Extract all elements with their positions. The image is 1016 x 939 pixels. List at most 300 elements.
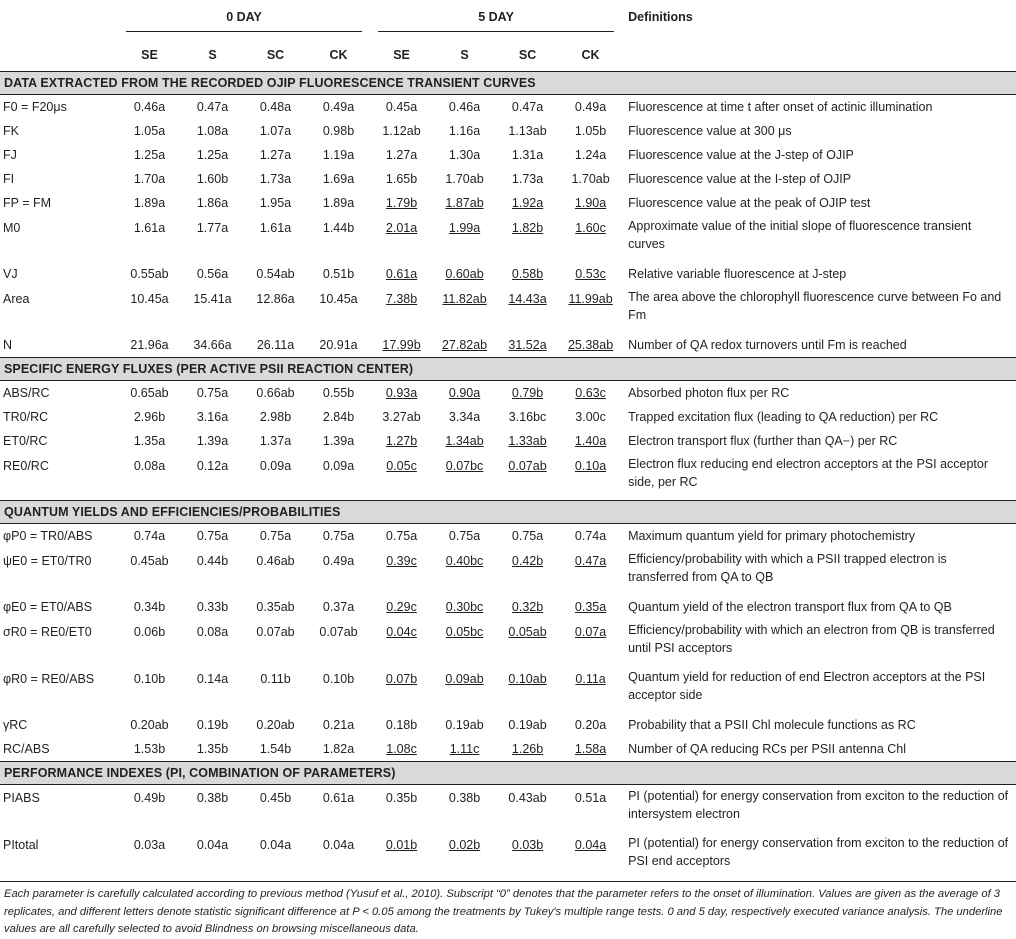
value-cell <box>244 381 307 406</box>
value-cell <box>559 524 622 549</box>
value: 0.49a <box>574 100 607 114</box>
value-cell <box>307 405 370 429</box>
value: 1.25a <box>133 148 166 162</box>
value: 3.00c <box>575 410 606 424</box>
value-cell <box>118 191 181 215</box>
value: 0.65ab <box>130 386 169 400</box>
value-cell <box>370 666 433 713</box>
value-cell <box>370 713 433 737</box>
value-cell <box>496 143 559 167</box>
value-cell <box>244 713 307 737</box>
value-cell <box>496 215 559 262</box>
definition-text: Efficiency/probability with which an electron from QB is transferred until PSI acceptors <box>628 623 995 655</box>
value-cell <box>118 262 181 286</box>
underlined-value: 0.61a <box>385 267 418 281</box>
value: 10.45a <box>319 292 358 306</box>
underlined-value: 1.26b <box>511 742 544 756</box>
value-cell <box>496 191 559 215</box>
treatment-header: SC <box>518 47 537 62</box>
value-cell <box>244 429 307 453</box>
value: 1.70ab <box>445 172 484 186</box>
value-cell <box>433 381 496 406</box>
parameter-name: VJ <box>3 267 18 281</box>
table-row <box>0 381 1016 406</box>
value-cell <box>559 429 622 453</box>
value-cell <box>496 619 559 666</box>
underlined-value: 0.58b <box>511 267 544 281</box>
value: 0.18b <box>385 718 418 732</box>
value-cell <box>181 262 244 286</box>
value-cell <box>181 832 244 879</box>
underlined-value: 11.99ab <box>568 292 613 306</box>
underlined-value: 0.47a <box>574 554 607 568</box>
value-cell <box>559 262 622 286</box>
underlined-value: 1.60c <box>575 221 606 235</box>
underlined-value: 0.39c <box>386 554 417 568</box>
value-cell <box>307 548 370 595</box>
value-cell <box>118 619 181 666</box>
value: 0.21a <box>322 718 355 732</box>
parameter-name: PIABS <box>3 791 40 805</box>
value: 1.16a <box>448 124 481 138</box>
value-cell <box>370 119 433 143</box>
underlined-value: 1.99a <box>448 221 481 235</box>
value: 0.75a <box>511 529 544 543</box>
parameter-name: PItotal <box>3 838 39 852</box>
value-cell <box>118 119 181 143</box>
value-cell <box>307 737 370 762</box>
value-cell <box>559 381 622 406</box>
value: 1.73a <box>259 172 292 186</box>
table-row <box>0 286 1016 333</box>
value: 0.46ab <box>256 554 295 568</box>
value: 0.45a <box>385 100 418 114</box>
value-cell <box>118 429 181 453</box>
value-cell <box>181 381 244 406</box>
table-row <box>0 548 1016 595</box>
table-row <box>0 262 1016 286</box>
treatment-header: SE <box>393 47 410 62</box>
underlined-value: 0.63c <box>575 386 606 400</box>
table-row <box>0 333 1016 358</box>
value-cell <box>496 167 559 191</box>
parameter-name: ψE0 = ET0/TR0 <box>3 554 92 568</box>
value: 0.10b <box>322 672 355 686</box>
value: 0.48a <box>259 100 292 114</box>
value-cell <box>496 286 559 333</box>
value-cell <box>370 405 433 429</box>
value-cell <box>496 595 559 619</box>
underlined-value: 14.43a <box>508 292 547 306</box>
underlined-value: 0.04a <box>574 838 607 852</box>
value-cell <box>307 143 370 167</box>
value-cell <box>559 167 622 191</box>
underlined-value: 7.38b <box>385 292 418 306</box>
definition-text: Fluorescence value at the I-step of OJIP <box>628 172 852 186</box>
underlined-value: 1.34ab <box>445 434 484 448</box>
value-cell <box>496 405 559 429</box>
definition-text: Trapped excitation flux (leading to QA reduction) per RC <box>628 410 939 424</box>
value-cell <box>559 832 622 879</box>
value-cell <box>559 95 622 120</box>
value-cell <box>244 619 307 666</box>
underlined-value: 0.05ab <box>508 625 547 639</box>
definition-text: PI (potential) for energy conservation from exciton to the reduction of intersystem electron <box>628 789 1009 821</box>
value-cell <box>244 548 307 595</box>
value-cell <box>370 262 433 286</box>
value-cell <box>496 737 559 762</box>
value: 0.38b <box>196 791 229 805</box>
value: 0.56a <box>196 267 229 281</box>
definition-text: Probability that a PSII Chl molecule functions as RC <box>628 718 916 732</box>
parameter-name: RC/ABS <box>3 742 50 756</box>
value-cell <box>496 713 559 737</box>
value-cell <box>496 333 559 358</box>
value-cell <box>433 453 496 501</box>
value-cell <box>433 713 496 737</box>
value-cell <box>118 286 181 333</box>
value-cell <box>433 619 496 666</box>
value: 0.33b <box>196 600 229 614</box>
underlined-value: 17.99b <box>382 338 421 352</box>
parameter-name: RE0/RC <box>3 459 49 473</box>
value: 0.35b <box>385 791 418 805</box>
value: 21.96a <box>130 338 169 352</box>
value: 0.44b <box>196 554 229 568</box>
parameter-name: ET0/RC <box>3 434 48 448</box>
parameter-name: TR0/RC <box>3 410 49 424</box>
value-cell <box>244 286 307 333</box>
value-cell <box>118 95 181 120</box>
value: 1.95a <box>259 196 292 210</box>
value-cell <box>181 143 244 167</box>
value-cell <box>370 215 433 262</box>
value-cell <box>559 191 622 215</box>
value: 1.60b <box>196 172 229 186</box>
value-cell <box>559 119 622 143</box>
underlined-value: 0.79b <box>511 386 544 400</box>
value-cell <box>118 333 181 358</box>
value-cell <box>370 286 433 333</box>
value: 2.98b <box>259 410 292 424</box>
treatment-header: CK <box>329 47 348 62</box>
value-cell <box>370 381 433 406</box>
underlined-value: 31.52a <box>508 338 547 352</box>
value: 0.49a <box>322 100 355 114</box>
value-cell <box>118 666 181 713</box>
value-cell <box>433 143 496 167</box>
underlined-value: 0.90a <box>448 386 481 400</box>
value-cell <box>244 666 307 713</box>
definition-text: Fluorescence value at 300 μs <box>628 124 792 138</box>
value: 1.39a <box>322 434 355 448</box>
value-cell <box>244 785 307 833</box>
value: 0.75a <box>448 529 481 543</box>
value: 0.66ab <box>256 386 295 400</box>
value: 1.61a <box>133 221 166 235</box>
value: 1.86a <box>196 196 229 210</box>
value: 1.89a <box>133 196 166 210</box>
parameter-name: φP0 = TR0/ABS <box>3 529 93 543</box>
value: 0.75a <box>196 529 229 543</box>
definition-text: Efficiency/probability with which a PSII trapped electron is transferred from QA to QB <box>628 552 947 584</box>
value-cell <box>496 119 559 143</box>
value: 1.30a <box>448 148 481 162</box>
value: 3.16bc <box>508 410 547 424</box>
value-cell <box>370 95 433 120</box>
value-cell <box>559 286 622 333</box>
value: 1.89a <box>322 196 355 210</box>
value-cell <box>181 619 244 666</box>
underlined-value: 0.10a <box>574 459 607 473</box>
value-cell <box>307 167 370 191</box>
value-cell <box>307 95 370 120</box>
value: 0.51a <box>574 791 607 805</box>
value-cell <box>559 666 622 713</box>
underlined-value: 1.33ab <box>508 434 547 448</box>
value-cell <box>244 95 307 120</box>
value-cell <box>244 832 307 879</box>
underlined-value: 0.07ab <box>508 459 547 473</box>
parameter-name: ABS/RC <box>3 386 50 400</box>
parameter-name: FP = FM <box>3 196 52 210</box>
value: 0.04a <box>322 838 355 852</box>
value-cell <box>307 191 370 215</box>
value: 0.75a <box>322 529 355 543</box>
value-cell <box>244 215 307 262</box>
table-footnote: Each parameter is carefully calculated according to previous method (Yusuf et al., 2010). Subscript “0” denotes that the parameter refers to the onset of illumination. Values are given as the average of 3 replicates, and different letters denote statistic significant difference at P < 0.05 among the treatments by Tukey's multiple range tests. 0 and 5 day, respectively executed variance analysis. The underline values are all carefully selected to avoid Blindness on browsing miscellaneous data. <box>0 881 1016 939</box>
underlined-value: 2.01a <box>385 221 418 235</box>
value: 3.27ab <box>382 410 421 424</box>
treatment-header: SE <box>141 47 158 62</box>
value: 20.91a <box>319 338 358 352</box>
underlined-value: 0.42b <box>511 554 544 568</box>
section-title: PERFORMANCE INDEXES (PI, COMBINATION OF PARAMETERS) <box>0 762 1016 785</box>
value-cell <box>370 619 433 666</box>
value-cell <box>244 167 307 191</box>
value-cell <box>496 453 559 501</box>
value-cell <box>496 666 559 713</box>
value-cell <box>181 167 244 191</box>
group-header-day5: 5 DAY <box>370 0 622 38</box>
underlined-value: 0.30bc <box>445 600 484 614</box>
value: 0.49b <box>133 791 166 805</box>
value-cell <box>307 215 370 262</box>
value: 0.04a <box>259 838 292 852</box>
value: 0.03a <box>133 838 166 852</box>
definition-text: Fluorescence value at the J-step of OJIP <box>628 148 854 162</box>
blank-header <box>0 0 118 38</box>
value-cell <box>118 595 181 619</box>
section-header <box>0 72 1016 95</box>
value-cell <box>307 713 370 737</box>
value-cell <box>118 143 181 167</box>
value-cell <box>559 595 622 619</box>
value-cell <box>433 785 496 833</box>
underlined-value: 11.82ab <box>442 292 487 306</box>
value: 1.53b <box>133 742 166 756</box>
value-cell <box>181 333 244 358</box>
value-cell <box>307 381 370 406</box>
definition-text: Quantum yield of the electron transport flux from QA to QB <box>628 600 952 614</box>
value-cell <box>370 429 433 453</box>
value-cell <box>433 262 496 286</box>
value-cell <box>181 429 244 453</box>
underlined-value: 0.35a <box>574 600 607 614</box>
parameter-name: φE0 = ET0/ABS <box>3 600 93 614</box>
value: 0.45ab <box>130 554 169 568</box>
table-row <box>0 737 1016 762</box>
value: 1.54b <box>259 742 292 756</box>
value: 1.25a <box>196 148 229 162</box>
underlined-value: 1.79b <box>385 196 418 210</box>
value: 0.46a <box>133 100 166 114</box>
value-cell <box>496 262 559 286</box>
value: 0.12a <box>196 459 229 473</box>
value-cell <box>496 832 559 879</box>
value: 0.09a <box>259 459 292 473</box>
value-cell <box>118 737 181 762</box>
underlined-value: 0.29c <box>386 600 417 614</box>
parameter-name: FJ <box>3 148 17 162</box>
section-title: DATA EXTRACTED FROM THE RECORDED OJIP FLUORESCENCE TRANSIENT CURVES <box>0 72 1016 95</box>
value-cell <box>118 548 181 595</box>
treatment-header: SC <box>266 47 285 62</box>
underlined-value: 0.32b <box>511 600 544 614</box>
definition-text: Electron flux reducing end electron acceptors at the PSI acceptor side, per RC <box>628 457 989 489</box>
value-cell <box>181 286 244 333</box>
value-cell <box>307 595 370 619</box>
value: 1.82a <box>322 742 355 756</box>
underlined-value: 1.58a <box>574 742 607 756</box>
value-cell <box>433 95 496 120</box>
value-cell <box>433 524 496 549</box>
value-cell <box>370 832 433 879</box>
parameter-name: N <box>3 338 13 352</box>
value: 0.19ab <box>508 718 547 732</box>
parameter-name: γRC <box>3 718 28 732</box>
value-cell <box>433 737 496 762</box>
value-cell <box>496 785 559 833</box>
underlined-value: 1.87ab <box>445 196 484 210</box>
value: 1.19a <box>322 148 355 162</box>
section-header <box>0 762 1016 785</box>
value: 0.75a <box>385 529 418 543</box>
value: 1.05a <box>133 124 166 138</box>
table-row <box>0 429 1016 453</box>
value-cell <box>433 167 496 191</box>
value-cell <box>181 119 244 143</box>
value-cell <box>181 548 244 595</box>
underlined-value: 0.02b <box>448 838 481 852</box>
underlined-value: 1.27b <box>385 434 418 448</box>
definitions-header: Definitions <box>628 10 693 24</box>
value: 0.08a <box>196 625 229 639</box>
table-row <box>0 713 1016 737</box>
value: 0.04a <box>196 838 229 852</box>
value: 1.07a <box>259 124 292 138</box>
definition-text: Maximum quantum yield for primary photochemistry <box>628 529 915 543</box>
value: 0.51b <box>322 267 355 281</box>
value: 1.08a <box>196 124 229 138</box>
value-cell <box>244 737 307 762</box>
value: 15.41a <box>193 292 232 306</box>
value: 0.11b <box>260 672 291 686</box>
value-cell <box>559 215 622 262</box>
value-cell <box>307 832 370 879</box>
value-cell <box>433 286 496 333</box>
value-cell <box>118 215 181 262</box>
value: 0.54ab <box>256 267 295 281</box>
value-cell <box>559 143 622 167</box>
value: 0.61a <box>322 791 355 805</box>
definition-text: Quantum yield for reduction of end Electron acceptors at the PSI acceptor side <box>628 670 986 702</box>
value: 3.16a <box>196 410 229 424</box>
value: 0.20ab <box>130 718 169 732</box>
value: 0.34b <box>133 600 166 614</box>
value: 0.47a <box>196 100 229 114</box>
parameter-name: M0 <box>3 221 21 235</box>
value: 0.09a <box>322 459 355 473</box>
underlined-value: 0.09ab <box>445 672 484 686</box>
value: 1.31a <box>511 148 544 162</box>
table-row <box>0 95 1016 120</box>
value-cell <box>433 666 496 713</box>
underlined-value: 1.92a <box>511 196 544 210</box>
value: 1.12ab <box>382 124 421 138</box>
definition-text: Fluorescence value at the peak of OJIP test <box>628 196 871 210</box>
value: 0.14a <box>196 672 229 686</box>
value: 0.55b <box>322 386 355 400</box>
value-cell <box>307 429 370 453</box>
parameter-name: FI <box>3 172 15 186</box>
value-cell <box>559 405 622 429</box>
value-cell <box>370 453 433 501</box>
value: 0.47a <box>511 100 544 114</box>
value-cell <box>118 405 181 429</box>
section-title: QUANTUM YIELDS AND EFFICIENCIES/PROBABILITIES <box>0 501 1016 524</box>
value: 0.38b <box>448 791 481 805</box>
value: 1.70a <box>133 172 166 186</box>
value: 1.35b <box>196 742 229 756</box>
value-cell <box>433 191 496 215</box>
section-header <box>0 358 1016 381</box>
value: 12.86a <box>256 292 295 306</box>
underlined-value: 1.90a <box>574 196 607 210</box>
value: 34.66a <box>193 338 232 352</box>
value: 1.73a <box>511 172 544 186</box>
table-row <box>0 619 1016 666</box>
value-cell <box>307 333 370 358</box>
value-cell <box>181 95 244 120</box>
value: 1.65b <box>385 172 418 186</box>
definition-text: PI (potential) for energy conservation from exciton to the reduction of PSI end acceptors <box>628 836 1009 868</box>
table-row <box>0 832 1016 879</box>
value: 1.13ab <box>508 124 547 138</box>
section-header <box>0 501 1016 524</box>
underlined-value: 0.05c <box>386 459 417 473</box>
definition-text: Number of QA redox turnovers until Fm is reached <box>628 338 907 352</box>
parameter-name: σR0 = RE0/ET0 <box>3 625 92 639</box>
value-cell <box>244 143 307 167</box>
value-cell <box>496 95 559 120</box>
table-row <box>0 595 1016 619</box>
value-cell <box>307 619 370 666</box>
value-cell <box>307 262 370 286</box>
value-cell <box>307 785 370 833</box>
value: 1.70ab <box>571 172 610 186</box>
value: 3.34a <box>448 410 481 424</box>
